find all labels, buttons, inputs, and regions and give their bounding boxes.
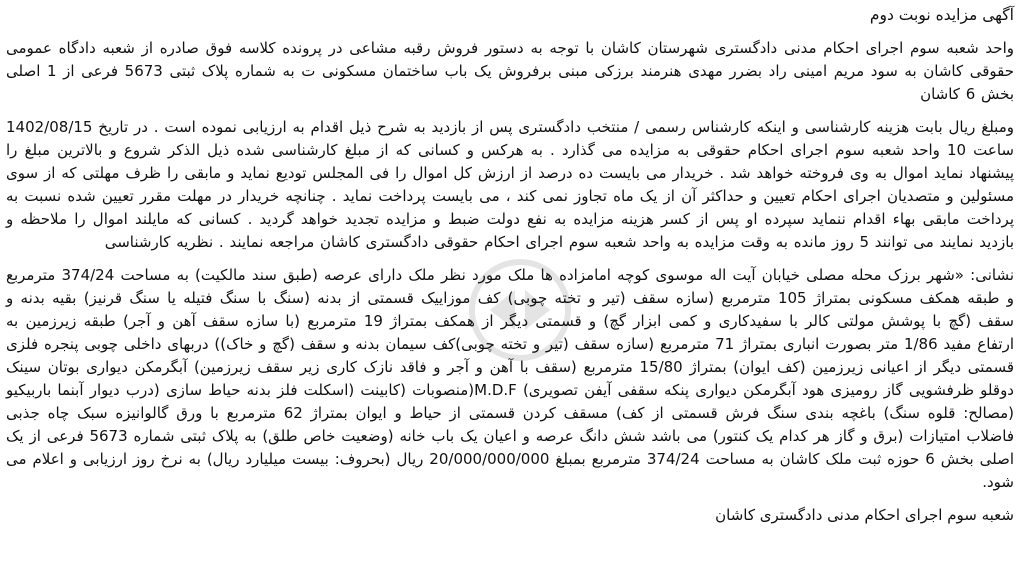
notice-title: آگهی مزایده نوبت دوم — [869, 6, 1014, 24]
notice-signature: شعبه سوم اجرای احکام مدنی دادگستری کاشان — [715, 506, 1014, 524]
property-description-paragraph: نشانی: «شهر برزک محله مصلی خیابان آیت اله موسوی کوچه امامزاده ها ملک مورد نظر ملک دارای عرصه (طبق سند مالکیت) به مساحت 374/24 مترمربع و طبقه همکف مسکونی بمتراژ 105 مترمربع (سازه سقف (تیر و تخته چوبی) کف موزاییک قسمتی از بدنه (سنگ با سنگ فتیله یا سنگ قرنیز) بقیه بدنه و سقف (گچ با پوشش مولتی کالر با سفیدکاری و کمی ابزار گچ) و قسمتی دیگر از همکف بمتراژ 19 مترمربع (با سازه سقف آهن و آجر) طبقه زیرزمین به ارتفاع مفید 1/86 متر بصورت انباری بمتراژ 71 مترمربع (سازه سقف (تیر و تخته چوبی)کف سیمان بدنه و سقف (گچ و خاک)) دربهای داخلی چوبی پنجره فلزی قسمتی دیگر از اعیانی زیرزمین (کف ایوان) بمتراژ 15/80 مترمربع (سقف با آهن و آجر و فاقد نازک کاری زیر سقف زیرزمین) آبگرمکن دیواری بوتان سینک دوقلو ظرفشویی گاز رومیزی هود آبگرمکن دیواری پنکه سقفی آیفن تصویری) M.D.F(منصوبات (کابینت (اسکلت فلز بدنه حیاط سازی (درب دیوار آبنما باربیکیو (مصالح: قلوه سنگ) باغچه بندی سنگ فرش قسمتی از کف) مسقف کردن قسمتی از حیاط و ایوان بمتراژ 62 مترمربع با ورق گالوانیزه سبک چاه جذبی فاضلاب امتیازات (برق و گاز هر کدام یک کنتور) می باشد شش دانگ عرصه و اعیان یک باب خانه (وضعیت خاص طلق) به پلاک ثبتی شماره 5673 فرعی از یک اصلی بخش 6 حوزه ثبت ملک کاشان به مساحت 374/24 مترمربع بمبلغ 20/000/000/000 ریال (بحروف: بیست میلیارد ریال) به نرخ روز ارزیابی و اعلام می شود. — [6, 266, 1015, 491]
notice-terms-paragraph: ومبلغ ریال بابت هزینه کارشناسی و اینکه کارشناس رسمی / منتخب دادگستری پس از بازدید به شرح ذیل اقدام به ارزیابی نموده است . در تاریخ 1402/08/15 ساعت 10 واحد شعبه سوم اجرای احکام حقوقی به مزایده می گذارد . به هرکس و کسانی که از مبلغ کارشناسی شده ذیل الذکر شروع و بالاترین مبلغ را پیشنهاد نماید اموال به وی فروخته خواهد شد . خریدار می بایست ده درصد از ارزش کل اموال را فی المجلس تودیع نماید و مابقی را ظرف مهلتی که از سوی مسئولین و متصدیان اجرای احکام تعیین و حداکثر آن از یک ماه تجاوز نمی کند ، می بایست پرداخت نماید . چنانچه خریدار در مهلت مقرر تعیین شده نسبت به پرداخت مابقی بهاء اقدام ننماید سپرده او پس از کسر هزینه مزایده به نفع دولت ضبط و مزایده تجدید خواهد گردید . کسانی که مایلند اموال را ملاحظه و بازدید نمایند می توانند 5 روز مانده به وقت مزایده به واحد شعبه سوم اجرای احکام حقوقی دادگستری کاشان مراجعه نمایند . نظریه کارشناسی — [6, 118, 1014, 251]
notice-intro-paragraph: واحد شعبه سوم اجرای احکام مدنی دادگستری شهرستان کاشان با توجه به دستور فروش رقبه مشاعی در پرونده کلاسه فوق صادره از شعبه دادگاه عمومی حقوقی کاشان به سود مریم امینی راد بضرر مهدی هنرمند برزکی مبنی برفروش یک باب ساختمان مسکونی ت به شماره پلاک ثبتی 5673 فرعی از 1 اصلی بخش 6 کاشان — [6, 39, 1014, 103]
notice-page — [6, 4, 1014, 527]
